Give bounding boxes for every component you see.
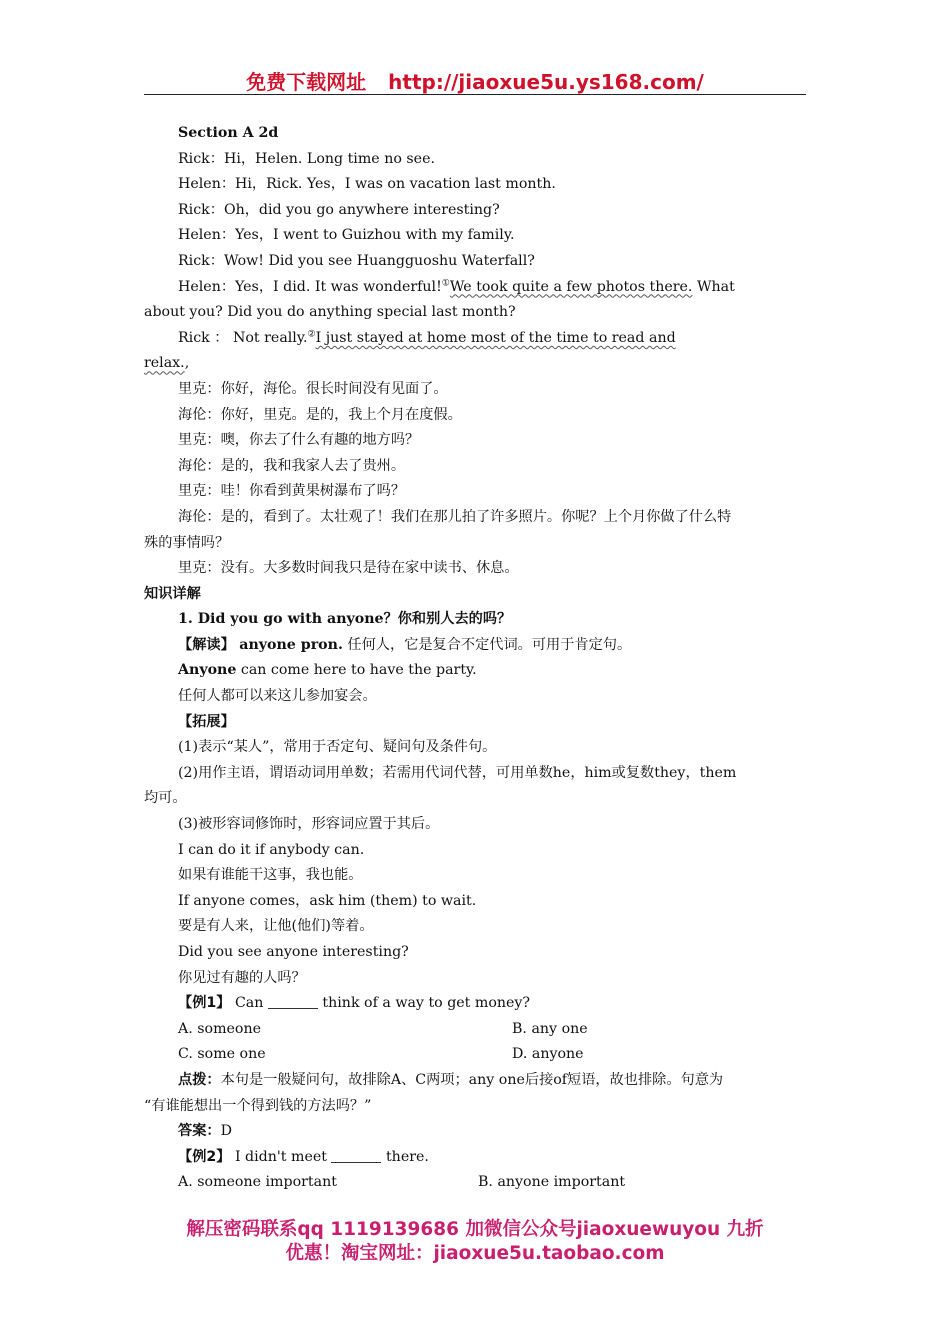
dialogue-line: Helen：Hi，Rick. Yes，I was on vacation last month.	[178, 176, 556, 193]
footer-line: 优惠！淘宝网址：jiaoxue5u.taobao.com	[285, 1243, 665, 1264]
options-row	[144, 1017, 806, 1043]
dialogue-text: What	[692, 278, 735, 295]
translation-line: 殊的事情吗？	[144, 534, 230, 551]
highlighted-phrase: relax.	[144, 355, 185, 372]
exercise-question	[144, 991, 806, 1017]
dialogue-line	[144, 351, 806, 377]
question-text: Can	[230, 995, 268, 1012]
keyword: Anyone	[178, 662, 237, 679]
tag-label: 【解读】	[178, 636, 235, 653]
question-text: I didn't meet	[230, 1148, 332, 1165]
header-divider	[144, 94, 806, 95]
option-a: A. someone	[178, 1020, 262, 1037]
option-b: B. anyone important	[478, 1174, 626, 1191]
hint-line: “有谁能想出一个得到钱的方法吗？”	[144, 1097, 372, 1114]
translation-line: 海伦：你好，里克。是的，我上个月在度假。	[178, 406, 462, 423]
header-url-link[interactable]: http://jiaoxue5u.ys168.com/	[388, 70, 704, 94]
answer-line	[144, 1119, 806, 1145]
question-text: there.	[381, 1148, 429, 1165]
example-translation: 要是有人来，让他(他们)等着。	[178, 918, 374, 935]
translation-line: 里克：你好，海伦。很长时间没有见面了。	[178, 380, 448, 397]
dialogue-line: Rick：Hi，Helen. Long time no see.	[178, 150, 435, 167]
option-c: C. some one	[178, 1046, 266, 1063]
question-text: think of a way to get money?	[317, 995, 531, 1012]
example-line: Did you see anyone interesting?	[178, 944, 409, 960]
explanation-text: 任何人，它是复合不定代词。可用于肯定句。	[342, 636, 632, 653]
translation-line: 里克：哇！你看到黄果树瀑布了吗？	[178, 483, 406, 500]
dialogue-text: Rick ： Not really.	[178, 329, 308, 346]
header-site-label: 免费下载网址	[246, 70, 367, 94]
translation-line: 海伦：是的，看到了。太壮观了！我们在那儿拍了许多照片。你呢？上个月你做了什么特	[178, 508, 732, 525]
section-title: Section A 2d	[178, 125, 279, 141]
example-translation: 如果有谁能干这事，我也能。	[178, 867, 363, 884]
highlighted-phrase: We took quite a few photos there.	[449, 278, 693, 295]
dialogue-text: Helen：Yes，I did. It was wonderful!	[178, 278, 442, 295]
extension-point: 均可。	[144, 790, 187, 807]
option-d: D. anyone	[512, 1046, 584, 1063]
page-footer	[150, 1218, 800, 1266]
extension-point: (3)被形容词修饰时，形容词应置于其后。	[178, 816, 440, 833]
point-title-text: 1. Did you go with anyone？你和别人去的吗？	[178, 611, 512, 628]
tag-label: 点拨：	[178, 1071, 221, 1088]
extension-point: (2)用作主语，谓语动词用单数；若需用代词代替，可用单数he，him或复数they，them	[178, 764, 737, 781]
example-line: If anyone comes，ask him (them) to wait.	[178, 892, 477, 909]
point-title	[144, 607, 806, 633]
dialogue-text: ,	[184, 355, 190, 372]
example-line	[144, 658, 806, 684]
explanation-line	[144, 633, 806, 659]
example-text: can come here to have the party.	[236, 662, 477, 679]
highlighted-phrase: I just stayed at home most of the time to read and	[315, 329, 676, 346]
tag-label: 【例1】	[178, 995, 231, 1012]
example-translation: 任何人都可以来这儿参加宴会。	[178, 688, 377, 705]
hint-text: 本句是一般疑问句，故排除A、C两项；any one后接of短语，故也排除。句意为	[220, 1071, 724, 1088]
translation-line: 里克：没有。大多数时间我只是待在家中读书、休息。	[178, 560, 519, 577]
hint-line	[144, 1068, 806, 1094]
footer-line: 解压密码联系qq 1119139686 加微信公众号jiaoxuewuyou 九折	[186, 1219, 764, 1240]
note-marker: ②	[307, 329, 316, 340]
example-translation: 你见过有趣的人吗？	[178, 969, 306, 986]
option-a: A. someone important	[178, 1174, 337, 1191]
document-body	[144, 121, 806, 1196]
dialogue-line: Helen：Yes，I went to Guizhou with my family.	[178, 227, 515, 244]
tag-label: 【拓展】	[178, 713, 235, 730]
dialogue-line: Rick：Wow! Did you see Huangguoshu Waterfall?	[178, 252, 535, 269]
translation-line: 里克：噢，你去了什么有趣的地方吗？	[178, 432, 420, 449]
exercise-question	[144, 1145, 806, 1171]
note-marker: ①	[441, 277, 450, 288]
dialogue-line: Rick：Oh，did you go anywhere interesting?	[178, 201, 500, 218]
options-row	[144, 1170, 806, 1196]
dialogue-line	[144, 275, 806, 301]
knowledge-heading: 知识详解	[144, 585, 201, 602]
answer-blank	[268, 994, 318, 1009]
translation-line: 海伦：是的，我和我家人去了贵州。	[178, 457, 406, 474]
page-header	[144, 66, 806, 94]
tag-label: 【例2】	[178, 1148, 231, 1165]
option-b: B. any one	[512, 1020, 588, 1037]
dialogue-line	[144, 326, 806, 352]
answer-blank	[331, 1148, 381, 1163]
keyword: anyone pron.	[239, 636, 343, 653]
tag-label: 答案：	[178, 1123, 221, 1140]
options-row	[144, 1042, 806, 1068]
answer-value: D	[220, 1123, 232, 1140]
dialogue-line: about you? Did you do anything special last month?	[144, 304, 516, 321]
example-line: I can do it if anybody can.	[178, 841, 365, 858]
extension-point: (1)表示“某人”，常用于否定句、疑问句及条件句。	[178, 739, 497, 756]
